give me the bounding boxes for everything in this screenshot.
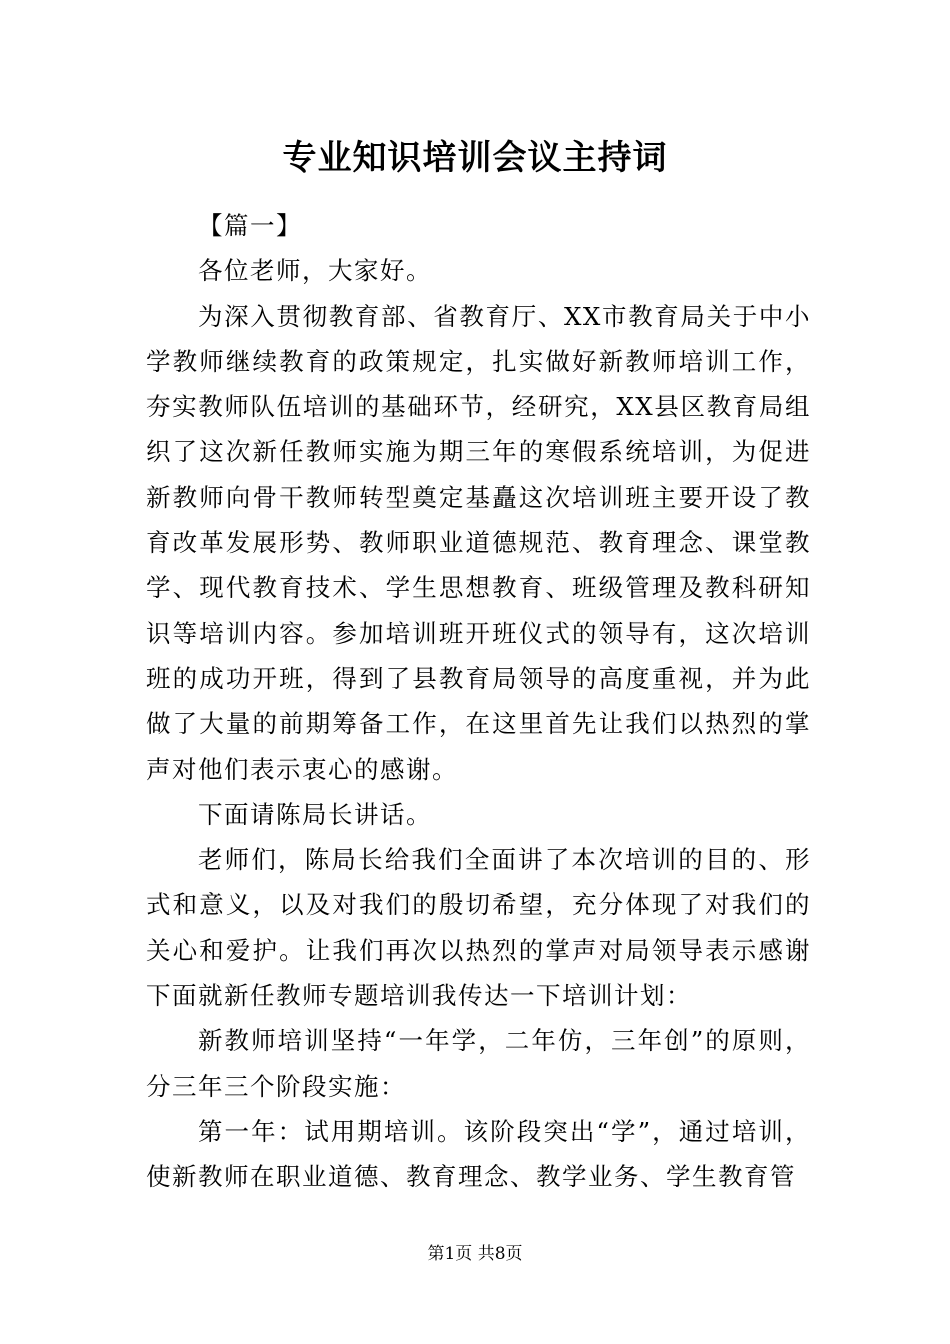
section-heading: 【篇一】 xyxy=(198,211,302,240)
body-paragraph: 新教师培训坚持“一年学，二年仿，三年创”的原则，分三年三个阶段实施： xyxy=(146,1026,811,1101)
body-paragraph: 为深入贯彻教育部、省教育厅、XX市教育局关于中小学教师继续教育的政策规定，扎实做好新教师培训工作，夯实教师队伍培训的基础环节，经研究，XX县区教育局组织了这次新任教师实施为期三年的寒假系统培训，为促进新教师向骨干教师转型奠定基矗这次培训班主要开设了教育改革发展形势、教师职业道德规范、教育理念、课堂教学、现代教育技术、学生思想教育、班级管理及教科研知识等培训内容。参加培训班开班仪式的领导有，这次培训班的成功开班，得到了县教育局领导的高度重视，并为此做了大量的前期筹备工作，在这里首先让我们以热烈的掌声对他们表示衷心的感谢。 xyxy=(146,301,811,784)
greeting-paragraph: 各位老师，大家好。 xyxy=(198,256,432,286)
body-paragraph: 老师们，陈局长给我们全面讲了本次培训的目的、形式和意义，以及对我们的殷切希望，充分体现了对我们的关心和爱护。让我们再次以热烈的掌声对局领导表示感谢下面就新任教师专题培训我传达一下培训计划： xyxy=(146,845,811,1011)
document-title: 专业知识培训会议主持词 xyxy=(282,138,668,178)
document-body xyxy=(146,203,811,1200)
page-footer: 第1页 共8页 xyxy=(427,1244,523,1264)
body-paragraph: 第一年：试用期培训。该阶段突出“学”，通过培训，使新教师在职业道德、教育理念、教学业务、学生教育管 xyxy=(146,1116,811,1192)
body-paragraph: 下面请陈局长讲话。 xyxy=(198,799,432,829)
